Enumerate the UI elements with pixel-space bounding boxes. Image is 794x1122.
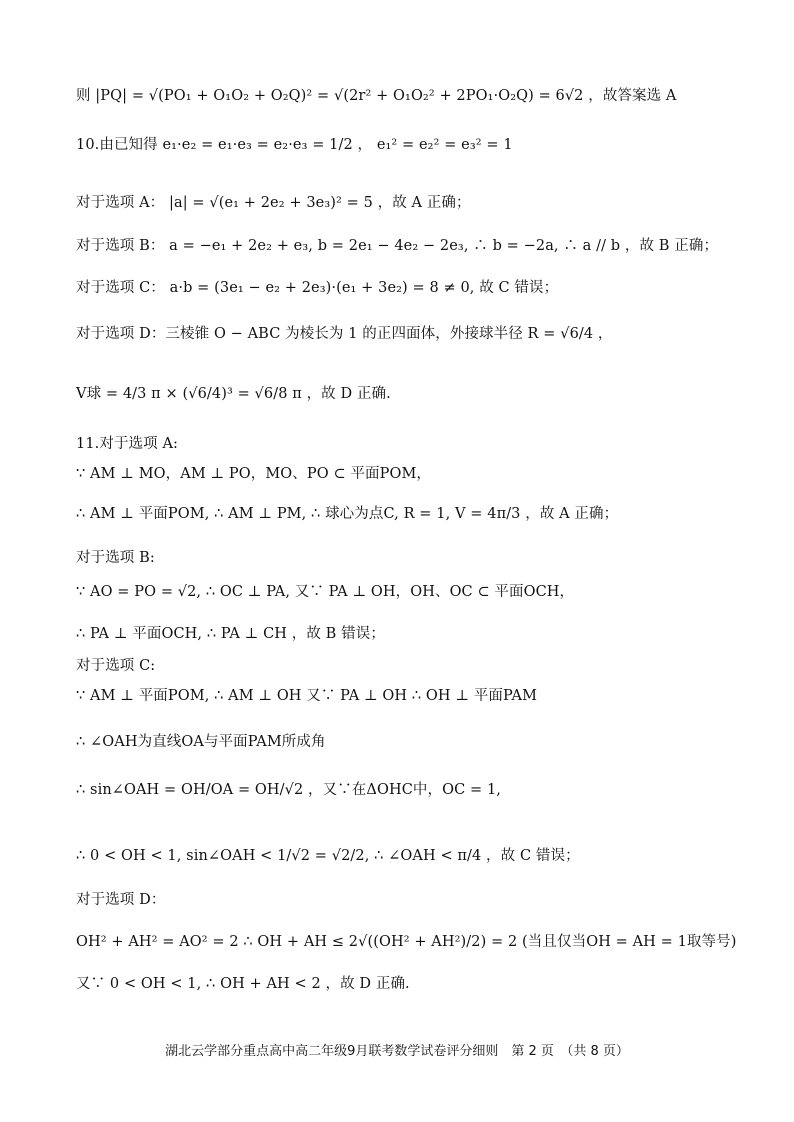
solution-11-d-step2: 又∵ 0 < OH < 1, ∴ OH + AH < 2 ，故 D 正确.	[76, 976, 410, 992]
solution-11-c-step1: ∵ AM ⊥ 平面POM, ∴ AM ⊥ OH 又∵ PA ⊥ OH ∴ OH ⊥ 平面PAM	[76, 688, 538, 704]
solution-11-option-c-heading: 对于选项 C:	[76, 658, 156, 674]
solution-11-c-step3: ∴ sin∠OAH = OH/OA = OH/√2 ，又∵在ΔOHC中，OC = 1,	[76, 782, 501, 798]
solution-11-option-d-heading: 对于选项 D：	[76, 892, 166, 908]
solution-11-b-step1: ∵ AO = PO = √2, ∴ OC ⊥ PA, 又∵ PA ⊥ OH，OH、OC ⊂ 平面OCH，	[76, 584, 575, 600]
solution-10-sphere-volume: V球 = 4/3 π × (√6/4)³ = √6/8 π ，故 D 正确.	[76, 386, 391, 402]
solution-11-a-step2: ∴ AM ⊥ 平面POM, ∴ AM ⊥ PM, ∴ 球心为点C, R = 1, V = 4π/3 ，故 A 正确；	[76, 506, 619, 522]
page-footer: 湖北云学部分重点高中高二年级9月联考数学试卷评分细则 第 2 页 （共 8 页）	[165, 1044, 629, 1059]
solution-10-option-b: 对于选项 B： a = −e₁ + 2e₂ + e₃, b = 2e₁ − 4e₂ − 2e₃, ∴ b = −2a, ∴ a // b ，故 B 正确；	[76, 238, 719, 254]
solution-11-a-step1: ∵ AM ⊥ MO，AM ⊥ PO，MO、PO ⊂ 平面POM，	[76, 466, 431, 482]
solution-11-c-step2: ∴ ∠OAH为直线OA与平面PAM所成角	[76, 734, 326, 750]
solution-10-given: 10.由已知得 e₁·e₂ = e₁·e₃ = e₂·e₃ = 1/2 ， e₁² = e₂² = e₃² = 1	[76, 137, 513, 153]
solution-11-c-step4: ∴ 0 < OH < 1, sin∠OAH < 1/√2 = √2/2, ∴ ∠OAH < π/4 ，故 C 错误；	[76, 848, 580, 864]
solution-10-option-c: 对于选项 C： a·b = (3e₁ − e₂ + 2e₃)·(e₁ + 3e₂) = 8 ≠ 0, 故 C 错误；	[76, 280, 559, 296]
solution-9-conclusion: 则 |PQ| = √(PO₁ + O₁O₂ + O₂Q)² = √(2r² + O₁O₂² + 2PO₁·O₂Q) = 6√2 ，故答案选 A	[76, 88, 677, 104]
solution-10-option-d: 对于选项 D：三棱锥 O − ABC 为棱长为 1 的正四面体，外接球半径 R = √6/4 ，	[76, 326, 613, 342]
solution-10-option-a: 对于选项 A： |a| = √(e₁ + 2e₂ + 3e₃)² = 5 ，故 A 正确；	[76, 195, 471, 211]
solution-11-d-step1: OH² + AH² = AO² = 2 ∴ OH + AH ≤ 2√((OH² + AH²)/2) = 2 (当且仅当OH = AH = 1取等号)	[76, 934, 737, 950]
solution-11-heading: 11.对于选项 A:	[76, 436, 179, 452]
solution-11-b-step2: ∴ PA ⊥ 平面OCH, ∴ PA ⊥ CH ，故 B 错误；	[76, 626, 385, 642]
solution-11-option-b-heading: 对于选项 B:	[76, 550, 155, 566]
